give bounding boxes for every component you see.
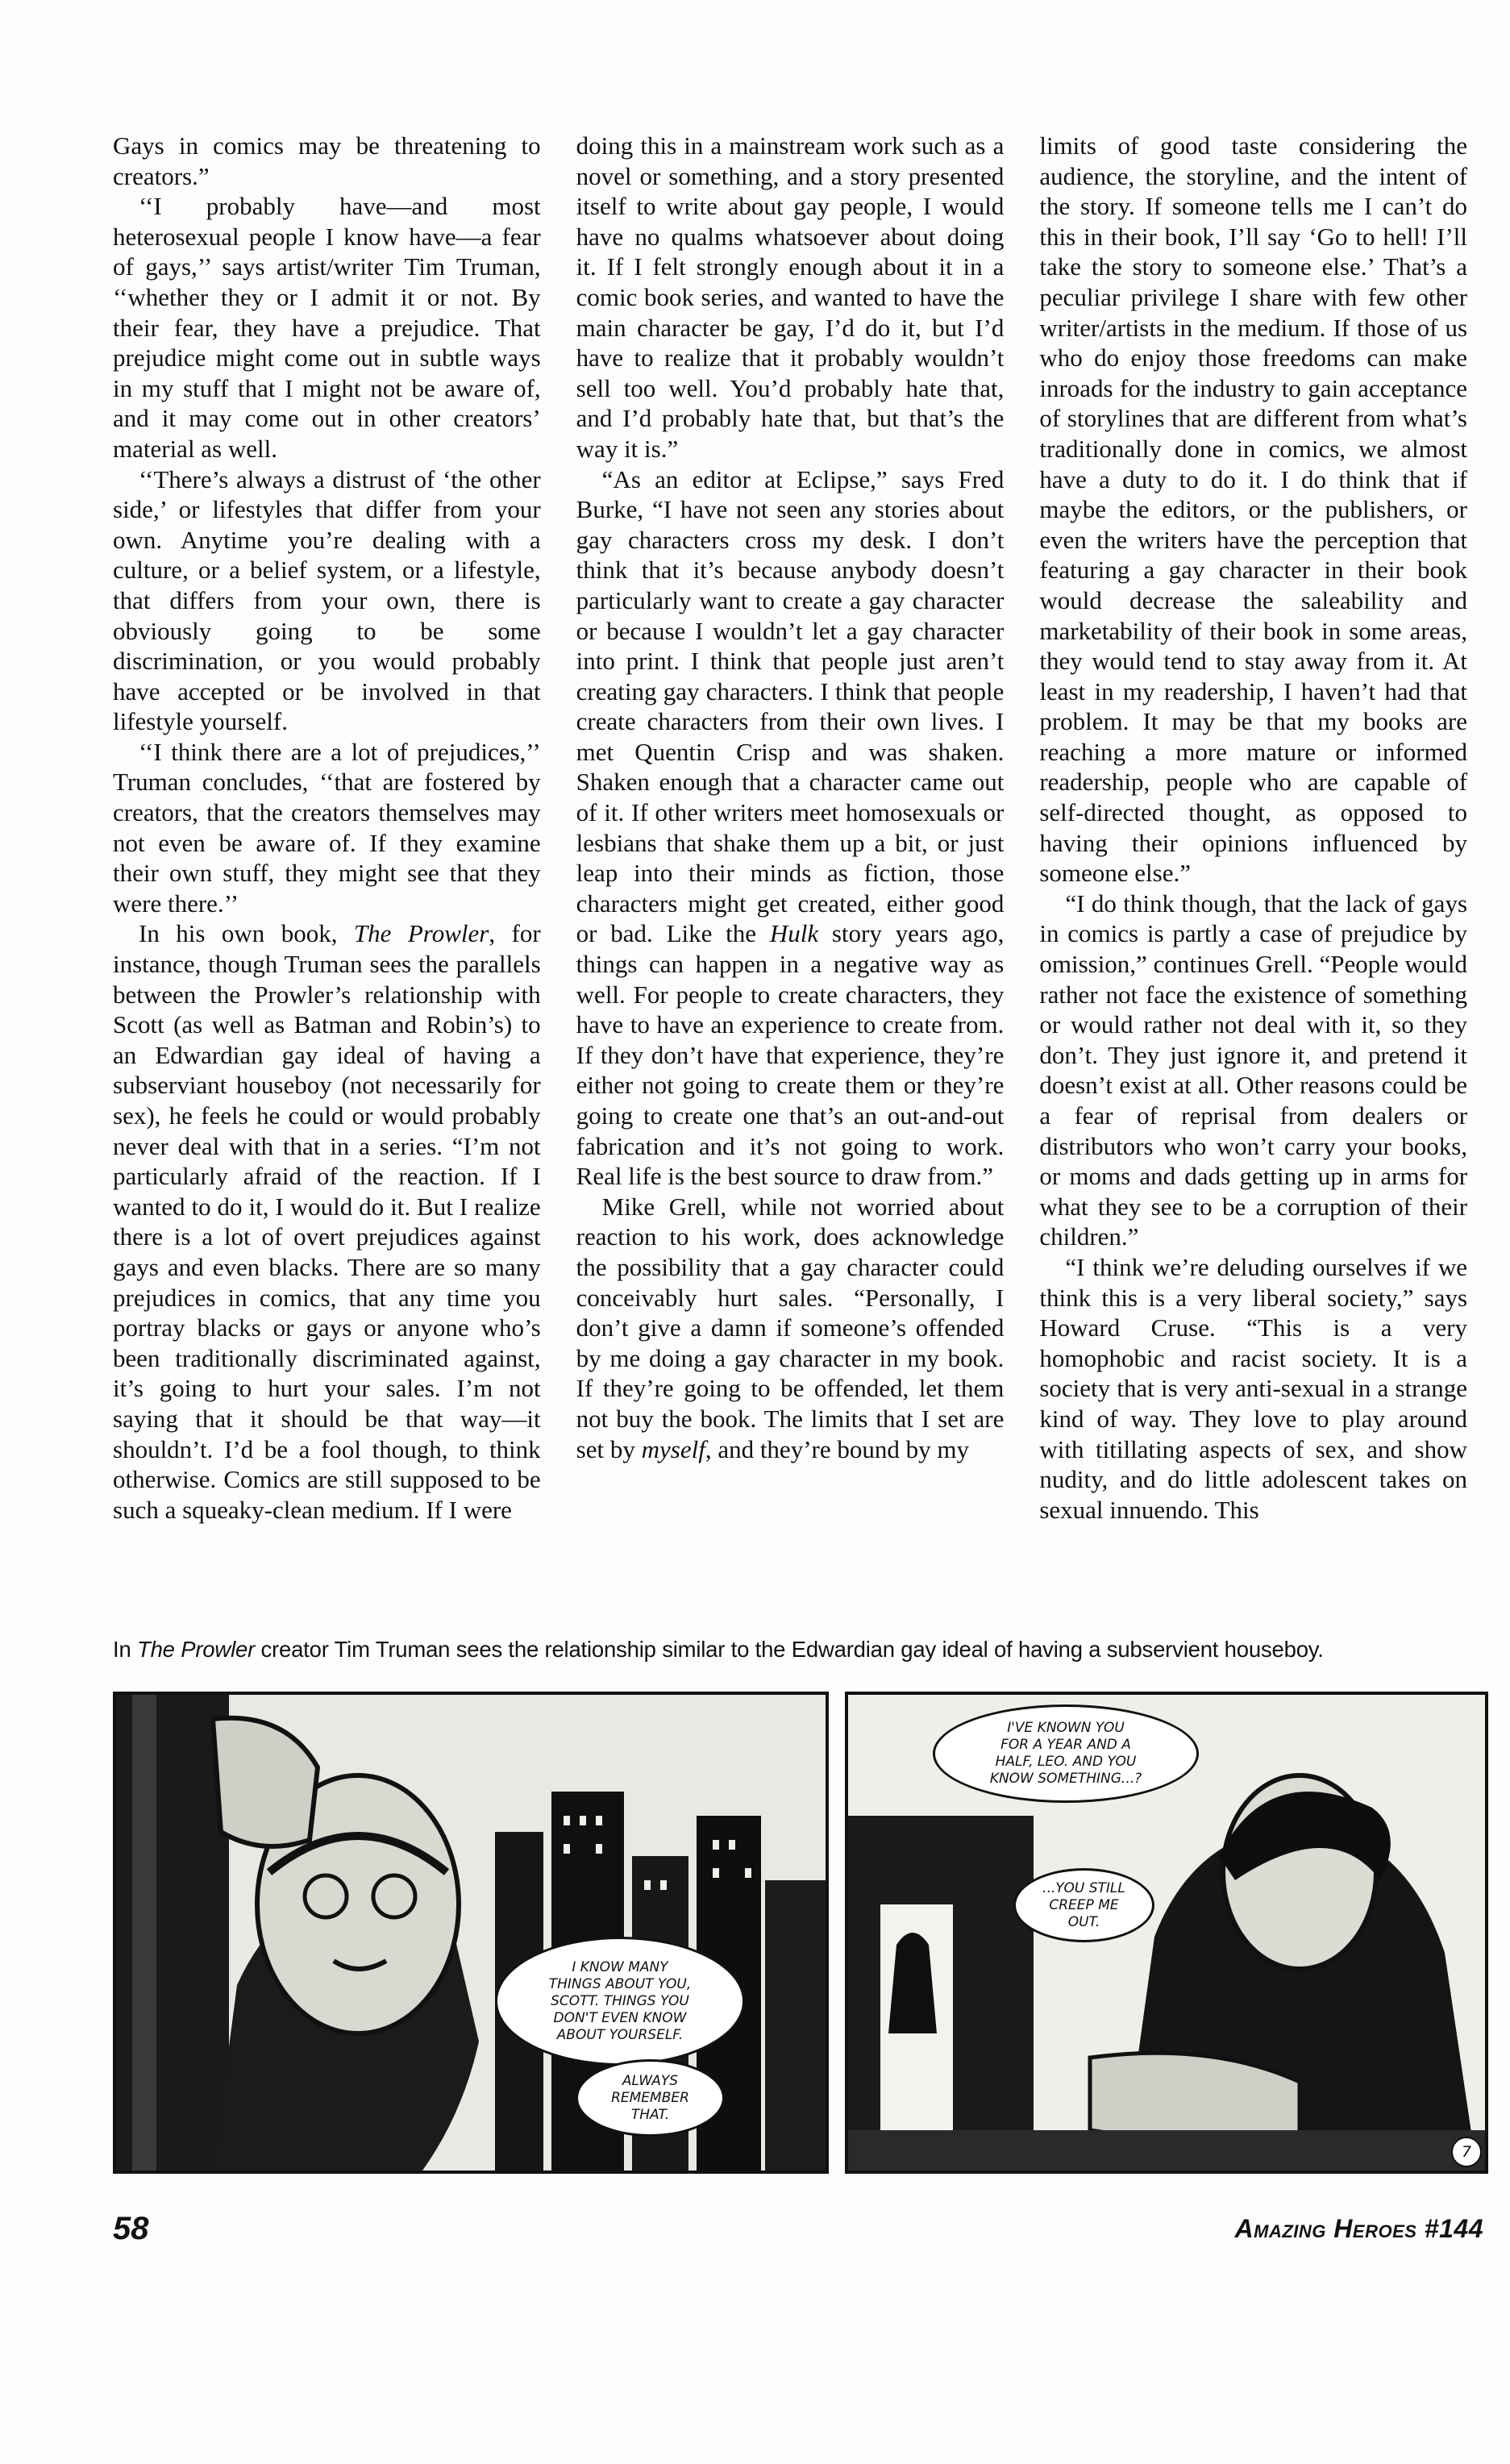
speech-balloon: ALWAYS REMEMBER THAT.	[576, 2059, 725, 2137]
article-text: Mike Grell, while not worried about reaction to his work, does acknowledge the possibility that a gay character could conceivably hurt sales. “Personally, I don’t give a damn if someone’s offended by me doing a gay character in my book. If they’re going to be offended, let them not buy the book. The limits that I set are set by	[576, 1192, 1005, 1463]
article-paragraph	[113, 918, 541, 1525]
comic-title: Hulk	[769, 919, 819, 948]
article-paragraph: “I do think though, that the lack of gays in comics is partly a case of prejudice by omission,” continues Grell. “People would rather not face the existence of something or would rather not deal with it, so they don’t. They just ignore it, and pretend it doesn’t exist at all. Other reasons could be a fear of reprisal from dealers or distributors who won’t carry your books, or moms and dads getting up in arms for what they see to be a corruption of their children.”	[1039, 889, 1468, 1251]
article-paragraph: limits of good taste considering the audience, the storyline, and the intent of the story. If someone tells me I can’t do this in their book, I’ll say ‘Go to hell! I’ll take the story to someone else.’ That’s a peculiar privilege I share with few other writer/artists in the medium. If those of us who do enjoy those freedoms can make inroads for the industry to gain acceptance of storylines that are different from what’s traditionally done in comics, we almost have a duty to do it. I do think that if maybe the editors, or the publishers, or even the writers have the perception that featuring a gay character in their book would decrease the saleability and marketability of their book in some areas, they would tend to stay away from it. At least in my readership, I haven’t had that problem. It may be that my books are reaching a more mature or informed readership, people who are capable of self-directed thought, as opposed to having their opinions influenced by someone else.”	[1039, 131, 1468, 888]
article-paragraph	[576, 464, 1005, 1192]
comic-panel-right	[845, 1692, 1488, 2174]
article-text: , and they’re bound by my	[705, 1434, 969, 1463]
article-text: “As an editor at Eclipse,” says Fred Burke, “I have not seen any stories about gay characters cross my desk. I don’t think that it’s because anybody doesn’t particularly want to create a gay character or because I wouldn’t let a gay character into print. I think that people just aren’t creating gay characters. I think that people create characters from their own lives. I met Quentin Crisp and was shaken. Shaken enough that a character came out of it. If other writers meet homosexuals or lesbians that shake them up a bit, or just leap into their minds as fiction, those characters might get created, either good or bad. Like the	[576, 464, 1005, 948]
magazine-issue: Amazing Heroes #144	[1234, 2214, 1483, 2243]
article-paragraph: ‘‘There’s always a distrust of ‘the other side,’ or lifestyles that differ from your own. Anytime you’re dealing with a culture, or a belief system, or a lifestyle, that differs from your own, there is obviously going to be some discrimination, or you would probably have accepted or be involved in that lifestyle yourself.	[113, 464, 541, 736]
emphasis: myself	[641, 1434, 705, 1463]
article-text: story years ago, things can happen in a negative way as well. For people to create characters, they have to have an experience to create from. If they don’t have that experience, they’re either not going to create them or they’re going to create one that’s an out-and-out fabrication and it’s not going to work. Real life is the best source to draw from.”	[576, 919, 1005, 1191]
speech-balloon: ...YOU STILL CREEP ME OUT.	[1013, 1868, 1154, 1942]
speech-balloon: I KNOW MANY THINGS ABOUT YOU, SCOTT. THINGS YOU DON'T EVEN KNOW ABOUT YOURSELF.	[495, 1937, 745, 2066]
caption-text: In	[113, 1637, 137, 1662]
speech-balloon: I'VE KNOWN YOU FOR A YEAR AND A HALF, LEO. AND YOU KNOW SOMETHING...?	[933, 1704, 1199, 1803]
caption-text: creator Tim Truman sees the relationship similar to the Edwardian gay ideal of having a subservient houseboy.	[255, 1637, 1324, 1662]
page-number: 58	[113, 2211, 149, 2246]
article-paragraph: doing this in a mainstream work such as a novel or something, and a story presented itself to write about gay people, I would have no qualms whatsoever about doing it. If I felt strongly enough about it in a comic book series, and wanted to have the main character be gay, I’d do it, but I’d have to realize that it probably wouldn’t sell too well. You’d probably hate that, and I’d probably hate that, but that’s the way it is.”	[576, 131, 1005, 463]
article-text: , for instance, though Truman sees the parallels between the Prowler’s relationship with Scott (as well as Batman and Robin’s) to an Edwardian gay ideal of having a subserviant houseboy (not necessarily for sex), he feels he could or would probably never deal with that in a series. “I’m not particularly afraid of the reaction. If I wanted to do it, I would do it. But I realize there is a lot of overt prejudices against gays and even blacks. There are so many prejudices in comics, that any time you portray blacks or gays or anyone who’s been traditionally discriminated against, it’s going to hurt your sales. I’m not saying that it should be that way—it shouldn’t. I’d be a fool though, to think otherwise. Comics are still supposed to be such a squeaky-clean medium. If I were	[113, 919, 541, 1524]
comic-panel-left	[113, 1692, 829, 2174]
caption-title: The Prowler	[136, 1637, 256, 1662]
article-text: In his own book,	[139, 919, 354, 948]
article-paragraph: ‘‘I think there are a lot of prejudices,’’ Truman concludes, ‘‘that are fostered by creators, that the creators themselves may not even be aware of. If they examine their own stuff, they might see that they were there.’’	[113, 737, 541, 918]
article-paragraph: “I think we’re deluding ourselves if we think this is a very liberal society,” says Howard Cruse. “This is a very homophobic and racist society. It is a society that is very anti-sexual in a strange kind of way. They love to play around with titillating aspects of sex, and show nudity, and do little adolescent takes on sexual innuendo. This	[1039, 1252, 1468, 1524]
article-column-1	[113, 131, 541, 1606]
panel-number-badge: 7	[1451, 2137, 1482, 2167]
article-paragraph: Gays in comics may be threatening to creators.”	[113, 131, 541, 190]
figure-caption	[113, 1637, 1483, 1663]
article-paragraph: ‘‘I probably have—and most heterosexual people I know have—a fear of gays,’’ says artist/writer Tim Truman, ‘‘whether they or I admit it or not. By their fear, they have a prejudice. That prejudice might come out in subtle ways in my stuff that I might not be aware of, and it may come out in other creators’ material as well.	[113, 192, 541, 463]
article-column-3	[1039, 131, 1467, 1606]
article-paragraph	[576, 1192, 1005, 1464]
book-title: The Prowler	[353, 919, 489, 948]
article-column-2	[576, 131, 1005, 1606]
article-columns	[113, 131, 1467, 1606]
